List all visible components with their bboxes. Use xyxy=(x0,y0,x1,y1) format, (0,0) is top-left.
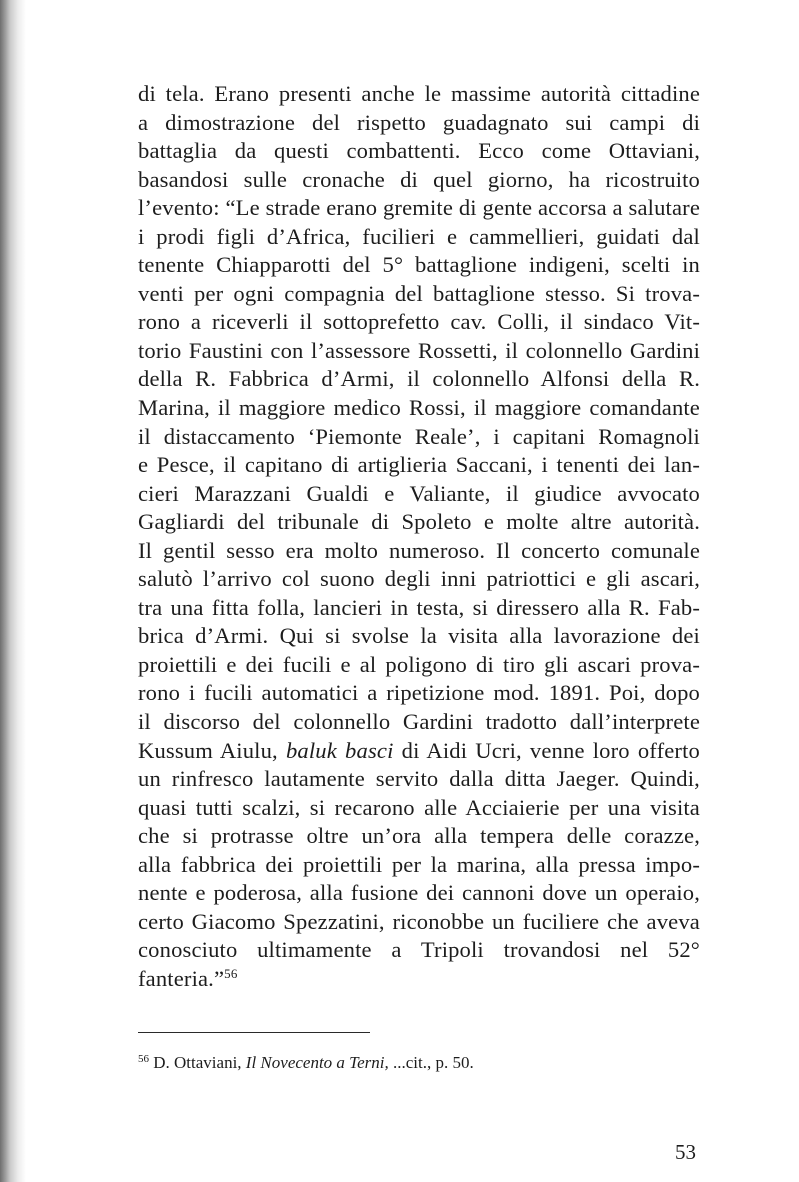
text-line: l’evento: “Le strade erano gremite di gente accorsa a salutare xyxy=(138,195,700,221)
text-line: venti per ogni compagnia del battaglione stesso. Si trova- xyxy=(138,280,700,306)
text-line: cieri Marazzani Gualdi e Valiante, il giudice avvocato xyxy=(138,480,700,506)
text-line: quasi tutti scalzi, si recarono alle Acciaierie per una visita xyxy=(138,794,700,820)
text-line: conosciuto ultimamente a Tripoli trovandosi nel 52° xyxy=(138,937,700,963)
text-line: e Pesce, il capitano di artiglieria Saccani, i tenenti dei lan- xyxy=(138,452,700,478)
kussum-before: Kussum Aiulu, xyxy=(138,737,278,763)
body-paragraph xyxy=(138,80,700,994)
text-line: torio Faustini con l’assessore Rossetti, il colonnello Gardini xyxy=(138,337,700,363)
last-line-text: fanteria.” xyxy=(138,965,225,991)
text-line: certo Giacomo Spezzatini, riconobbe un fuciliere che aveva xyxy=(138,908,700,934)
text-line: il distaccamento ‘Piemonte Reale’, i capitani Romagnoli xyxy=(138,423,700,449)
text-line: proiettili e dei fucili e al poligono di tiro gli ascari prova- xyxy=(138,651,700,677)
text-line: Il gentil sesso era molto numeroso. Il concerto comunale xyxy=(138,537,700,563)
text-line: rono i fucili automatici a ripetizione mod. 1891. Poi, dopo xyxy=(138,680,700,706)
kussum-after: di Aidi Ucri, venne loro offerto xyxy=(401,737,700,763)
text-line: Gagliardi del tribunale di Spoleto e molte altre autorità. xyxy=(138,509,700,535)
footnote xyxy=(138,1052,700,1074)
text-line: di tela. Erano presenti anche le massime autorità cittadine xyxy=(138,81,700,106)
text-line: un rinfresco lautamente servito dalla ditta Jaeger. Quindi, xyxy=(138,766,700,792)
text-line: tra una fitta folla, lancieri in testa, si diressero alla R. Fab- xyxy=(138,594,700,620)
footnote-title: Il Novecento a Terni, xyxy=(245,1053,389,1072)
footnote-reference[interactable]: 56 xyxy=(224,965,238,981)
text-line: basandosi sulle cronache di quel giorno, ha ricostruito xyxy=(138,166,700,192)
text-line: alla fabbrica dei proiettili per la marina, alla pressa impo- xyxy=(138,851,700,877)
footnote-divider xyxy=(138,1032,370,1033)
text-line: a dimostrazione del rispetto guadagnato sui campi di xyxy=(138,109,700,135)
text-line: il discorso del colonnello Gardini tradotto dall’interprete xyxy=(138,709,700,735)
text-line: salutò l’arrivo col suono degli inni patriottici e gli ascari, xyxy=(138,566,700,592)
footnote-number: 56 xyxy=(138,1053,149,1065)
text-line: Marina, il maggiore medico Rossi, il maggiore comandante xyxy=(138,395,700,421)
text-line: che si protrasse oltre un’ora alla tempera delle corazze, xyxy=(138,823,700,849)
text-line: battaglia da questi combattenti. Ecco come Ottaviani, xyxy=(138,138,700,164)
text-line: nente e poderosa, alla fusione dei cannoni dove un operaio, xyxy=(138,880,700,906)
footnote-citation: ...cit., p. 50. xyxy=(392,1053,474,1072)
text-line-last xyxy=(138,965,700,994)
text-line: della R. Fabbrica d’Armi, il colonnello Alfonsi della R. xyxy=(138,366,700,392)
italic-term: baluk basci xyxy=(285,737,394,763)
footnote-author: D. Ottaviani, xyxy=(153,1053,242,1072)
text-line: rono a riceverli il sottoprefetto cav. Colli, il sindaco Vit- xyxy=(138,309,700,335)
text-line: tenente Chiapparotti del 5° battaglione indigeni, scelti in xyxy=(138,252,700,278)
text-line: brica d’Armi. Qui si svolse la visita alla lavorazione dei xyxy=(138,623,700,649)
page-number: 53 xyxy=(675,1140,696,1164)
text-line-kussum xyxy=(138,737,700,766)
text-line: i prodi figli d’Africa, fucilieri e cammellieri, guidati dal xyxy=(138,223,700,249)
